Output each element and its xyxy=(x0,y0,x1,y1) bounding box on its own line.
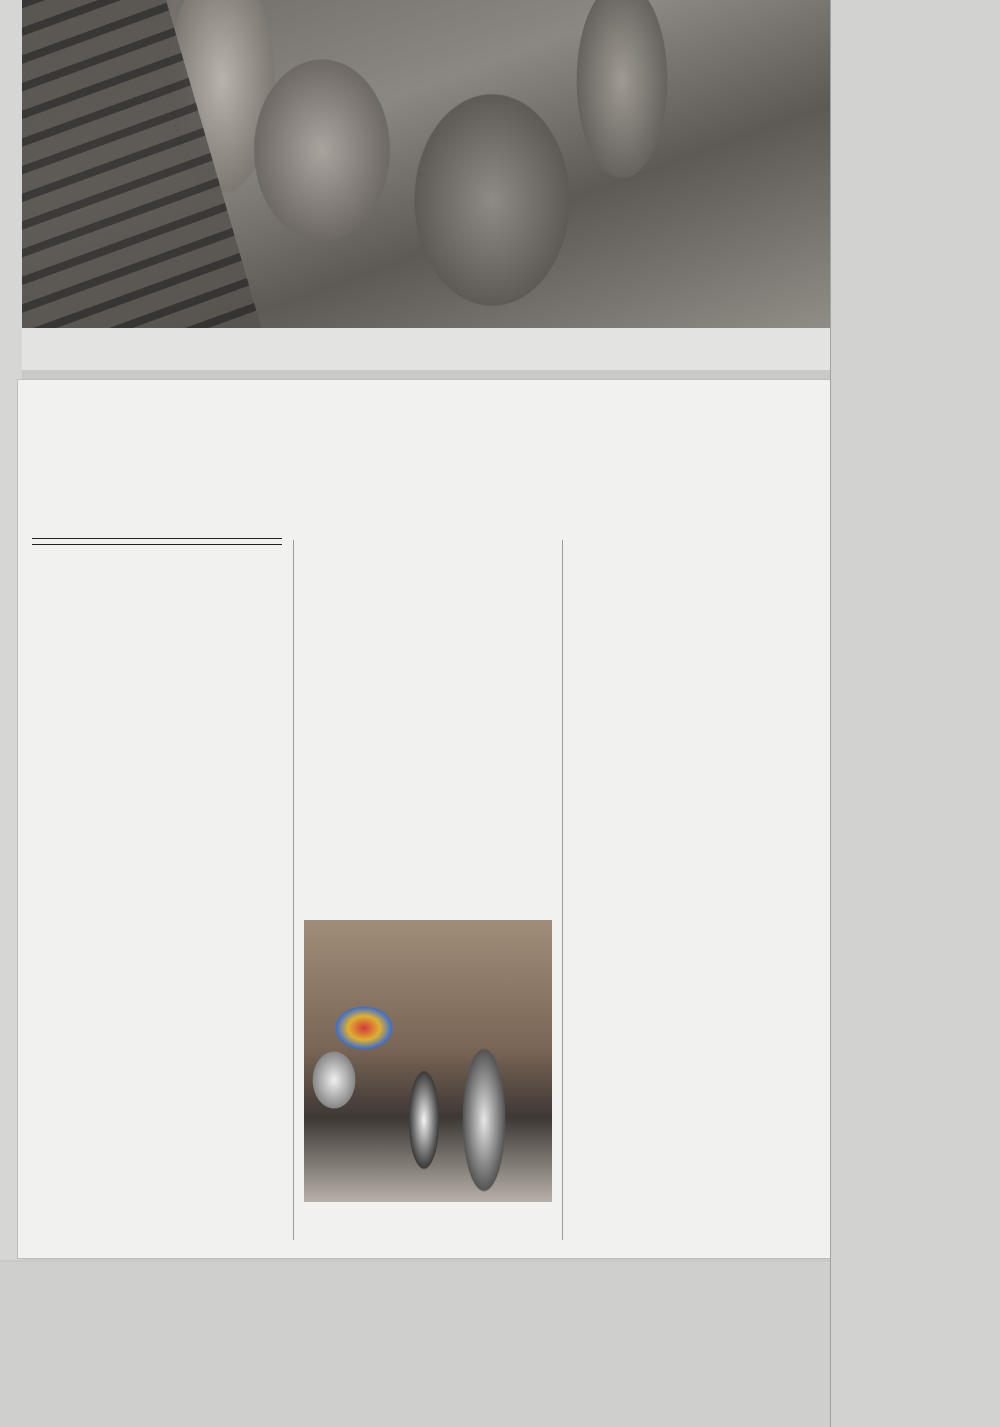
next-article-preview xyxy=(0,1262,830,1427)
festival-photo xyxy=(22,0,830,370)
article-column-1 xyxy=(32,538,282,552)
column-divider xyxy=(293,540,294,1240)
photo-stairs xyxy=(22,0,262,330)
choir-photo xyxy=(304,920,552,1202)
article-clipping xyxy=(18,380,830,1258)
photo-caption-bar xyxy=(22,328,830,370)
photo-caption xyxy=(30,333,680,350)
column-divider xyxy=(562,540,563,1240)
right-news-column xyxy=(830,0,1000,1427)
byline xyxy=(32,538,282,545)
